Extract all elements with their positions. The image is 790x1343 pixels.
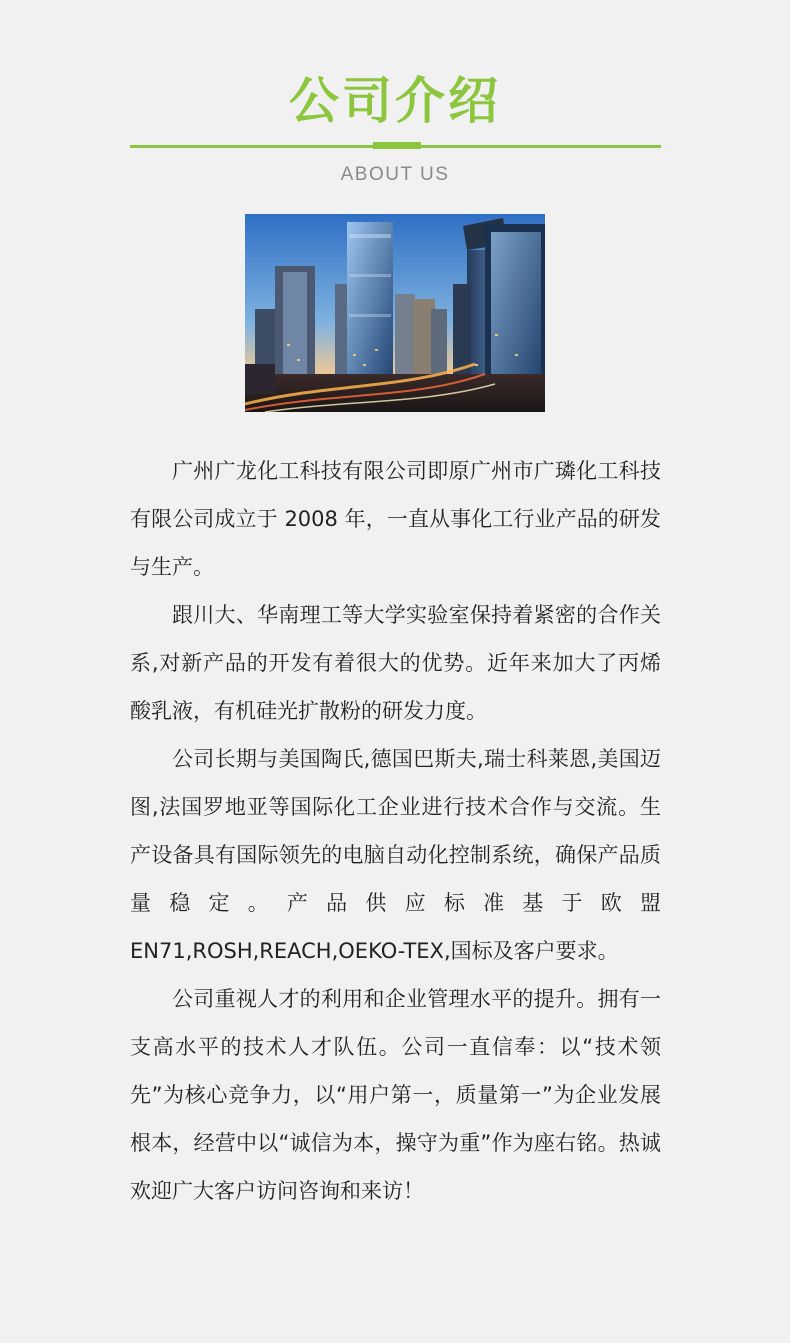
paragraph: 公司长期与美国陶氏,德国巴斯夫,瑞士科莱恩,美国迈图,法国罗地亚等国际化工企业进行技术合作与交流。生产设备具有国际领先的电脑自动化控制系统，确保产品质量稳定。产品供应标准基于欧盟EN71,ROSH,REACH,OEKO-TEX,国标及客户要求。 bbox=[130, 747, 661, 963]
paragraph: 公司重视人才的利用和企业管理水平的提升。拥有一支高水平的技术人才队伍。公司一直信奉：以“技术领先”为核心竞争力，以“用户第一，质量第一”为企业发展根本，经营中以“诚信为本，操守为重”作为座右铭。热诚欢迎广大客户访问咨询和来访！ bbox=[130, 987, 661, 1203]
title-divider-accent bbox=[373, 142, 421, 149]
paragraph: 广州广龙化工科技有限公司即原广州市广璘化工科技有限公司成立于 2008 年，一直从事化工行业产品的研发与生产。 bbox=[130, 459, 661, 579]
page-subtitle: ABOUT US bbox=[340, 164, 450, 185]
company-description bbox=[130, 447, 661, 1215]
page-title: 公司介绍 bbox=[289, 72, 501, 130]
paragraph: 跟川大、华南理工等大学实验室保持着紧密的合作关系,对新产品的开发有着很大的优势。近年来加大了丙烯酸乳液，有机硅光扩散粉的研发力度。 bbox=[130, 603, 661, 723]
city-skyline-photo bbox=[245, 214, 545, 412]
